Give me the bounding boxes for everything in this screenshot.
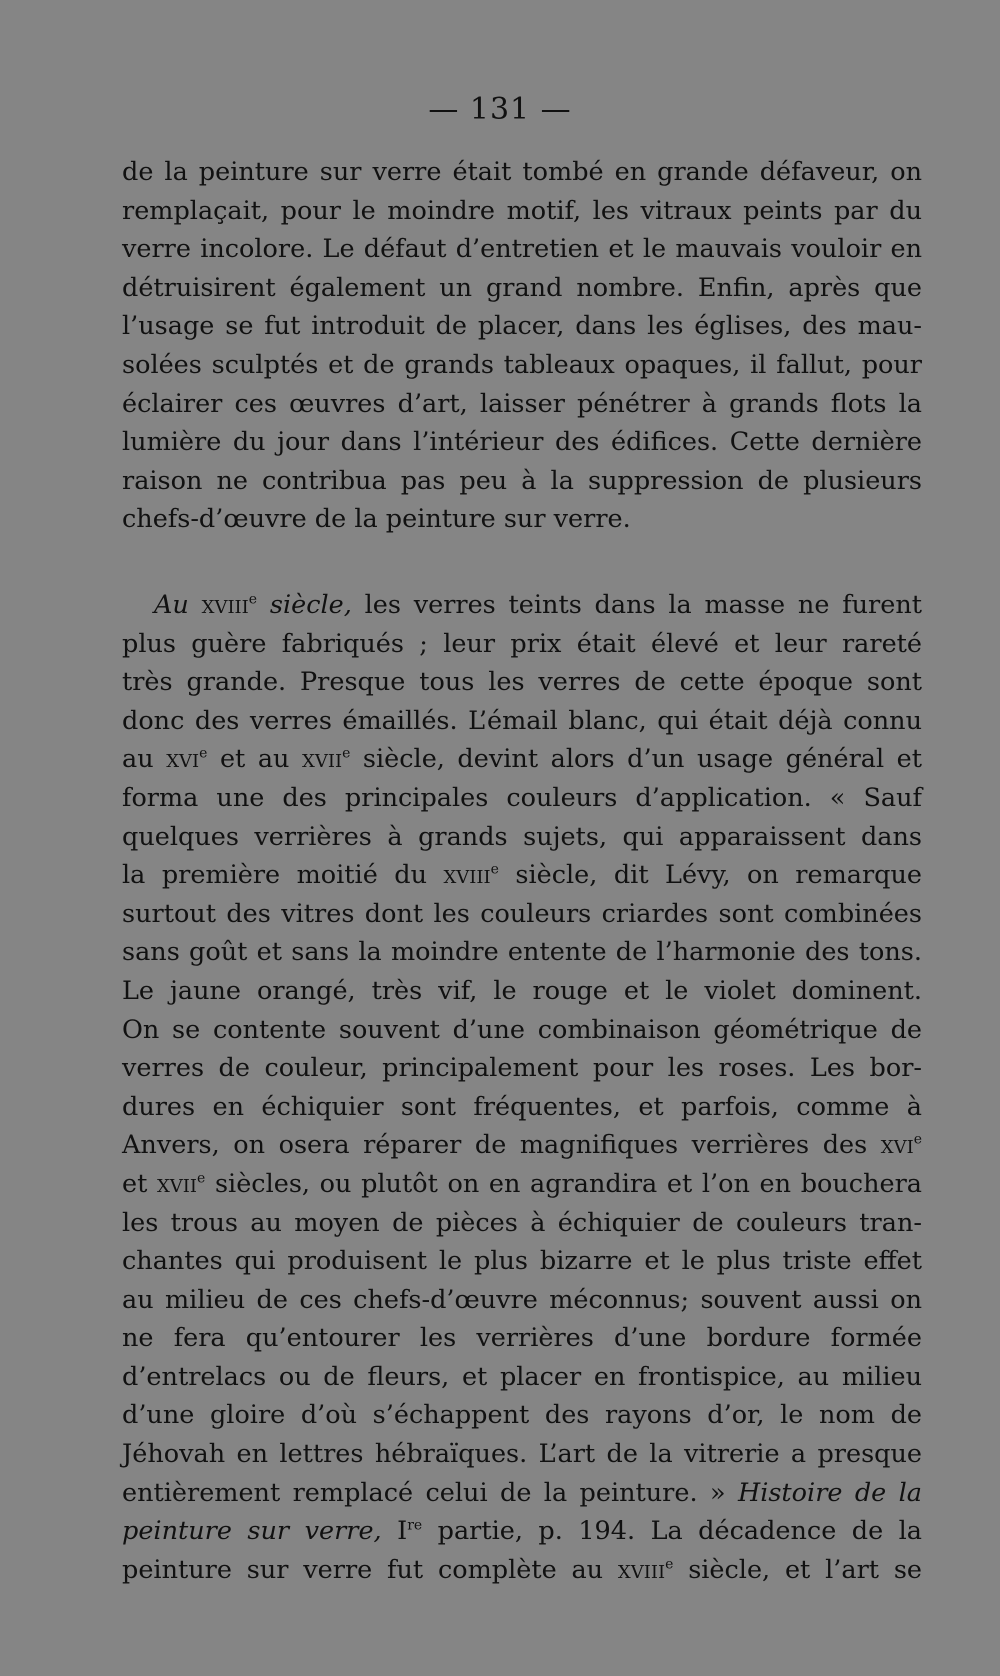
text-line: donc des verres émaillés. L’émail blanc, qui était déjà connu [122,705,922,736]
paragraph-1 [122,153,922,539]
text-line: forma une des principales couleurs d’application. « Sauf [122,782,922,813]
text-line [122,1126,922,1165]
text-line: dures en échiquier sont fréquentes, et parfois, comme à [122,1091,922,1122]
text-line [122,586,922,625]
text-line: sans goût et sans la moindre entente de l’harmonie des tons. [122,937,922,968]
text-line [122,1474,922,1513]
text-line: chantes qui produisent le plus bizarre et le plus triste effet [122,1246,922,1277]
text-line: surtout des vitres dont les couleurs criardes sont combinées [122,898,922,929]
century-numeral: xvii [302,744,343,775]
text-line [122,1551,922,1590]
text-line [122,1165,922,1204]
text-segment: la première moitié du [122,860,428,891]
text-line: raison ne contribua pas peu à la suppression de plusieurs [122,465,922,496]
text-line [122,856,922,895]
text-line: détruisirent également un grand nombre. Enfin, après que [122,272,922,303]
century-numeral: xviii [201,590,249,620]
century-numeral: xviii [617,1554,666,1585]
italic-title: Histoire de la [737,1477,923,1508]
text-line: On se contente souvent d’une combinaison géométrique de [122,1014,922,1045]
superscript: e [490,861,499,878]
text-line: de la peinture sur verre était tombé en grande défaveur, on [122,157,922,187]
text-line: éclairer ces œuvres d’art, laisser pénétrer à grands flots la [122,388,922,419]
text-segment: les verres teints dans la masse ne furent [364,590,923,620]
text-line: très grande. Presque tous les verres de cette époque sont [122,667,922,698]
text-line [122,1512,922,1551]
text-segment: siècle, et l’art se [688,1554,922,1585]
text-line [122,740,922,779]
superscript: e [197,1170,206,1187]
text-segment: siècle, devint alors d’un usage général et [362,744,922,775]
text-line: au milieu de ces chefs-d’œuvre méconnus; souvent aussi on [122,1284,922,1315]
text-segment: et au [219,744,290,775]
superscript: e [665,1556,674,1573]
text-line: d’entrelacs ou de fleurs, et placer en frontispice, au milieu [122,1361,922,1392]
text-line: les trous au moyen de pièces à échiquier de couleurs tran- [122,1207,922,1238]
text-segment: entièrement remplacé celui de la peinture. » [122,1477,726,1508]
century-numeral: xvi [166,744,200,775]
text-line: lumière du jour dans l’intérieur des édifices. Cette dernière [122,427,922,458]
century-numeral: xviii [443,860,491,891]
italic-title: peinture sur verre, [122,1516,382,1547]
text-segment: siècle, dit Lévy, on remarque [515,860,922,891]
text-segment: partie, p. 194. La décadence de la [437,1516,922,1547]
roman-numeral: I [397,1516,408,1547]
text-line: verres de couleur, principalement pour les roses. Les bor- [122,1053,922,1084]
text-line: chefs-d’œuvre de la peinture sur verre. [122,504,631,535]
century-numeral: xvi [880,1130,914,1161]
superscript: re [407,1517,423,1534]
text-line: d’une gloire d’où s’échappent des rayons d’or, le nom de [122,1400,922,1431]
italic-word: siècle, [269,590,352,620]
superscript: e [342,745,351,762]
italic-word: Au [154,590,189,620]
superscript: e [248,591,258,608]
text-line: verre incolore. Le défaut d’entretien et le mauvais vouloir en [122,234,922,265]
superscript: e [913,1131,922,1148]
text-segment: peinture sur verre fut complète au [122,1554,604,1585]
century-numeral: xvii [156,1168,198,1199]
text-segment: siècles, ou plutôt on en agrandira et l’on en bouchera [214,1168,922,1199]
page-number: — 131 — [428,92,572,127]
text-line: l’usage se fut introduit de placer, dans les églises, des mau- [122,311,922,342]
paragraph-2 [122,586,922,1589]
superscript: e [199,745,208,762]
text-line: ne fera qu’entourer les verrières d’une bordure formée [122,1323,922,1354]
text-segment: et [122,1168,148,1199]
text-line: solées sculptés et de grands tableaux opaques, il fallut, pour [122,349,922,380]
text-segment: Anvers, on osera réparer de magnifiques verrières des [122,1130,868,1161]
text-line: Le jaune orangé, très vif, le rouge et le violet dominent. [122,975,922,1006]
text-line: Jéhovah en lettres hébraïques. L’art de la vitrerie a presque [122,1439,922,1470]
text-line: plus guère fabriqués ; leur prix était élevé et leur rareté [122,628,922,659]
text-segment: au [122,744,154,775]
text-line: quelques verrières à grands sujets, qui apparaissent dans [122,821,922,852]
text-line: remplaçait, pour le moindre motif, les vitraux peints par du [122,195,922,226]
